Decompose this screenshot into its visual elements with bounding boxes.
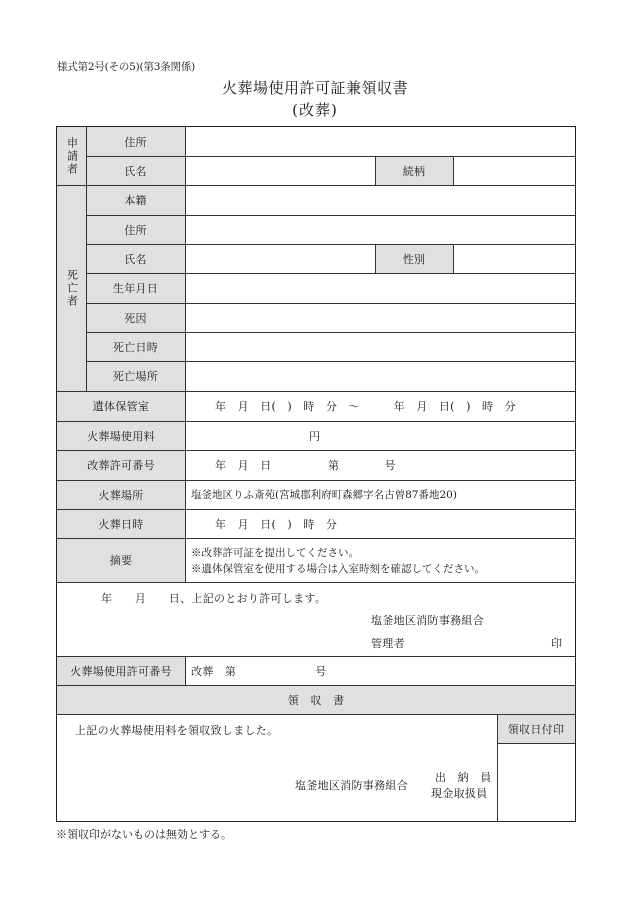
- death-time-field[interactable]: [191, 332, 571, 361]
- crematorium-label: 火葬場所: [98, 488, 144, 502]
- use-permit-field[interactable]: 改葬 第 号: [191, 664, 327, 678]
- officer-label-2: 現金取扱員: [431, 787, 488, 800]
- receipt-header: 領 収 書: [287, 693, 345, 707]
- remarks-line-1: ※改葬許可証を提出してください。: [191, 547, 359, 559]
- use-permit-label: 火葬場使用許可番号: [70, 664, 172, 678]
- approval-date-text: 年 月 日、上記のとおり許可します。: [101, 592, 327, 605]
- deceased-name-field[interactable]: [191, 244, 371, 273]
- domicile-label: 本籍: [124, 194, 147, 207]
- seal-mark: 印: [551, 637, 563, 650]
- domicile-field[interactable]: [191, 185, 571, 215]
- form-frame: [56, 126, 576, 822]
- approval-issuer: 塩釜地区消防事務組合: [371, 614, 484, 627]
- permit-no-field[interactable]: 年 月 日 第 号: [215, 459, 396, 472]
- page-title: 火葬場使用許可証兼領収書: [221, 79, 408, 97]
- applicant-address-field[interactable]: [191, 127, 571, 156]
- storage-field[interactable]: 年 月 日( ) 時 分 ～ 年 月 日( ) 時 分: [215, 400, 516, 413]
- relation-label: 続柄: [402, 164, 426, 178]
- deceased-group-label: 死亡者: [65, 268, 79, 308]
- applicant-group-label: 申請者: [65, 136, 79, 176]
- remarks-line-2: ※遺体保管室を使用する場合は入室時刻を確認してください。: [191, 563, 485, 575]
- applicant-name-label: 氏名: [124, 164, 147, 178]
- death-time-label: 死亡日時: [112, 340, 159, 354]
- deceased-address-field[interactable]: [191, 215, 571, 244]
- date-stamp-area[interactable]: [497, 743, 575, 821]
- fee-field[interactable]: 円: [309, 429, 321, 443]
- birth-field[interactable]: [191, 273, 571, 303]
- receipt-text: 上記の火葬場使用料を領収致しました。: [75, 724, 279, 737]
- officer-label-1: 出 納 員: [435, 771, 492, 784]
- remarks-label: 摘要: [109, 554, 133, 567]
- receipt-issuer: 塩釜地区消防事務組合: [295, 779, 408, 792]
- crematorium-value: 塩釜地区りふ斎苑(宮城郡利府町森郷字名古曽87番地20): [191, 489, 457, 501]
- deceased-address-label: 住所: [124, 223, 147, 237]
- footnote: ※領収印がないものは無効とする。: [56, 828, 232, 841]
- cause-field[interactable]: [191, 303, 571, 332]
- form-id: 様式第2号(その5)(第3条関係): [57, 61, 196, 73]
- deceased-name-label: 氏名: [124, 252, 147, 266]
- death-place-label: 死亡場所: [112, 370, 159, 383]
- storage-label: 遺体保管室: [92, 400, 150, 413]
- sex-field[interactable]: [459, 244, 571, 273]
- manager-label: 管理者: [371, 637, 405, 650]
- cause-label: 死因: [124, 311, 147, 325]
- cremation-time-label: 火葬日時: [98, 517, 144, 531]
- death-place-field[interactable]: [191, 361, 571, 391]
- fee-label: 火葬場使用料: [87, 429, 155, 443]
- relation-field[interactable]: [459, 156, 571, 185]
- page-subtitle: (改葬): [292, 101, 338, 119]
- date-stamp-label: 領収日付印: [507, 722, 565, 736]
- permit-no-label: 改葬許可番号: [87, 459, 155, 472]
- applicant-name-field[interactable]: [191, 156, 371, 185]
- sex-label: 性別: [402, 252, 426, 266]
- cremation-time-field[interactable]: 年 月 日( ) 時 分: [215, 517, 338, 531]
- birth-label: 生年月日: [112, 282, 159, 295]
- applicant-address-label: 住所: [124, 135, 147, 149]
